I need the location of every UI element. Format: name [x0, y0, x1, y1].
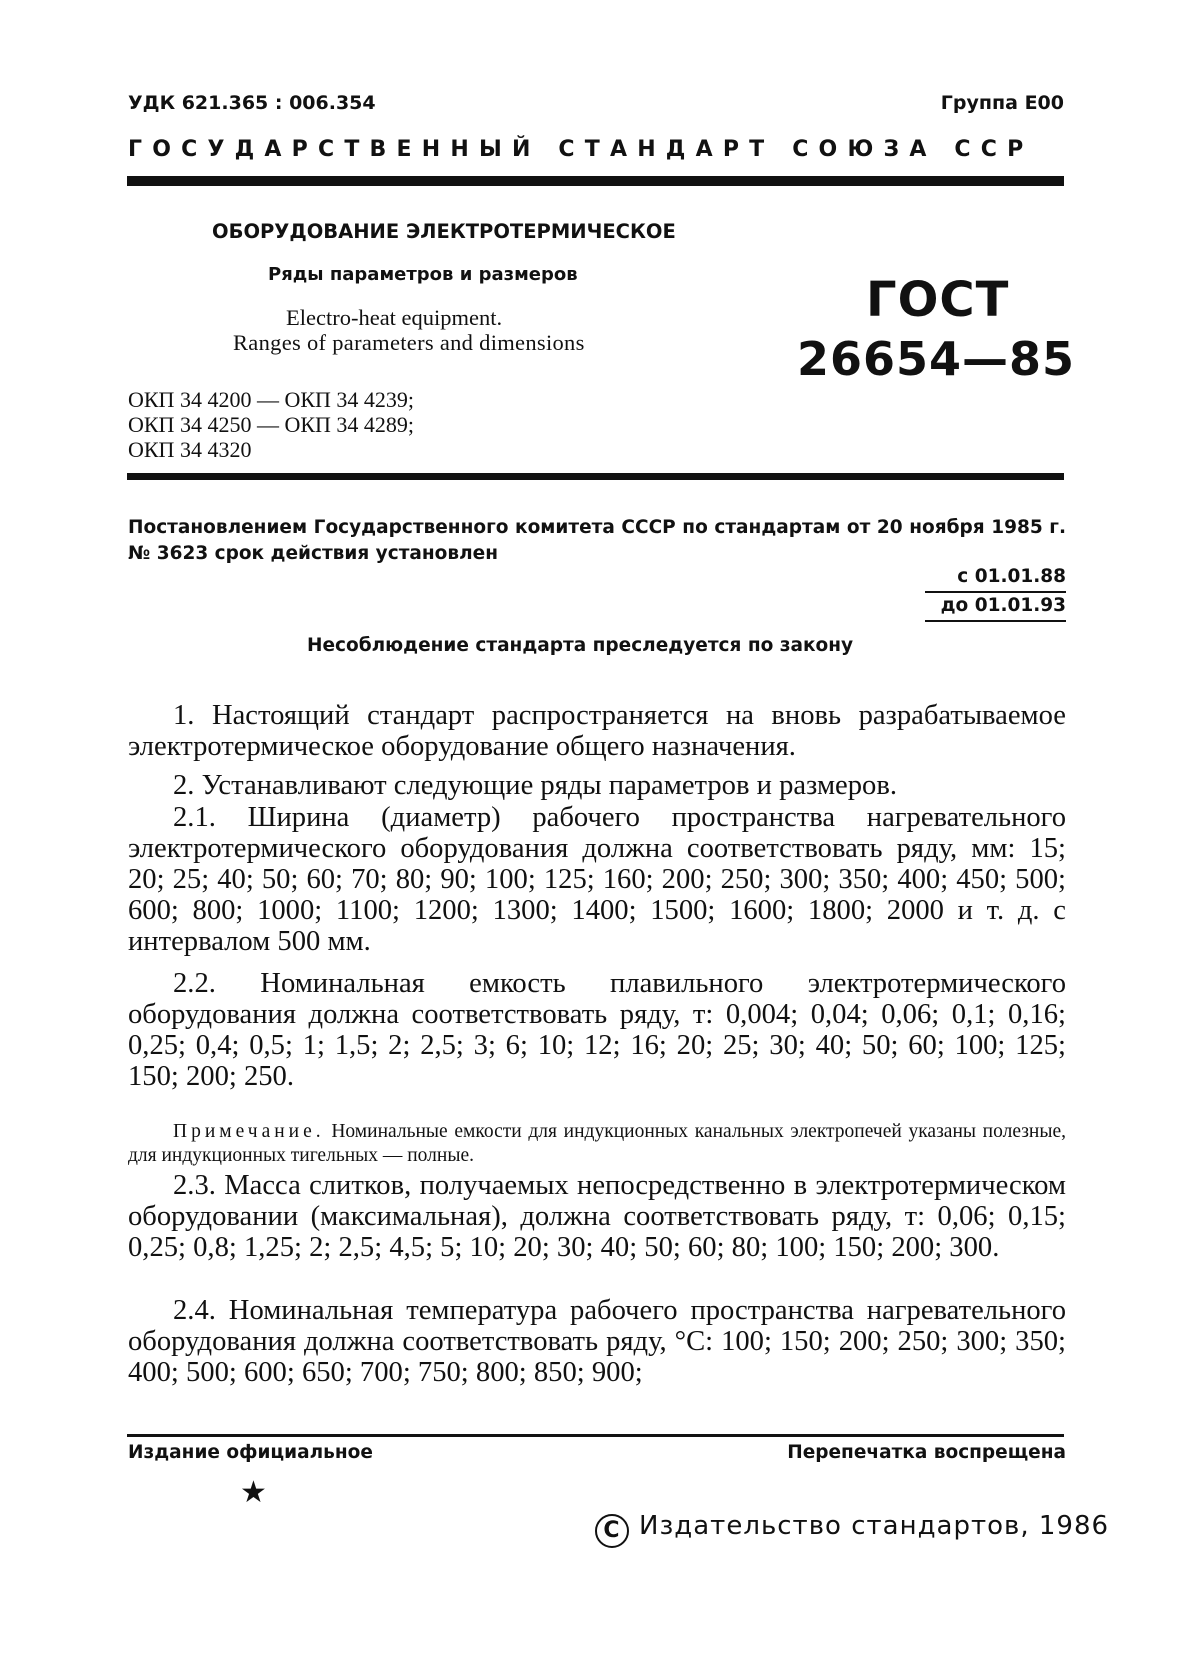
clause-2-2: 2.2. Номинальная емкость плавильного электротермического оборудования должна соответствовать ряду, т: 0,004; 0,04; 0,06; 0,1; 0,16; 0,25; 0,4; 0,5; 1; 1,5; 2; 2,5; 3; 6; 10; 12; 16; 20; 25; 30; 40; 50; 60; 100; 125; 150; 200; 250.	[128, 968, 1066, 1092]
okp-line: ОКП 34 4250 — ОКП 34 4289;	[128, 412, 415, 437]
gost-label: ГОСТ	[866, 272, 1010, 328]
gost-number: 26654—85	[797, 332, 1076, 386]
clause-1: 1. Настоящий стандарт распространяется на вновь разрабатываемое электротермическое оборудование общего назначения.	[128, 700, 1066, 762]
footer-rule	[127, 1434, 1064, 1437]
enforcement-notice: Несоблюдение стандарта преследуется по закону	[307, 635, 854, 656]
publisher-line	[595, 1511, 1109, 1548]
note	[128, 1120, 1066, 1168]
subtitle-russian: Ряды параметров и размеров	[268, 264, 578, 285]
okp-line: ОКП 34 4200 — ОКП 34 4239;	[128, 387, 415, 412]
clause-2: 2. Устанавливают следующие ряды параметров и размеров.	[173, 770, 897, 801]
okp-line: ОКП 34 4320	[128, 437, 252, 462]
resolution-text: Постановлением Государственного комитета СССР по стандартам от 20 ноября 1985 г. № 3623 срок действия установлен	[128, 517, 1066, 564]
title-english-line1: Electro-heat equipment.	[286, 305, 503, 330]
section-rule	[127, 473, 1064, 480]
title-russian: ОБОРУДОВАНИЕ ЭЛЕКТРОТЕРМИЧЕСКОЕ	[212, 220, 676, 243]
clause-2-4: 2.4. Номинальная температура рабочего пространства нагревательного оборудования должна соответствовать ряду, °С: 100; 150; 200; 250; 300; 350; 400; 500; 600; 650; 700; 750; 800; 850; 900;	[128, 1295, 1066, 1388]
date-underline	[925, 620, 1066, 622]
effective-to-date: до 01.01.93	[940, 595, 1066, 616]
title-english-line2: Ranges of parameters and dimensions	[233, 330, 585, 355]
note-text: Номинальные емкости для индукционных канальных электропечей указаны полезные, для индукционных тигельных — полные.	[128, 1120, 1066, 1166]
copyright-icon: C	[595, 1514, 629, 1548]
udk-code: УДК 621.365 : 006.354	[128, 92, 376, 114]
publisher-text: Издательство стандартов, 1986	[639, 1511, 1110, 1541]
effective-from-date: с 01.01.88	[957, 566, 1066, 587]
note-label: Примечание.	[173, 1120, 325, 1142]
reprint-prohibited: Перепечатка воспрещена	[787, 1442, 1066, 1463]
group-code: Группа Е00	[940, 92, 1064, 114]
state-standard-heading: ГОСУДАРСТВЕННЫЙ СТАНДАРТ СОЮЗА ССР	[128, 137, 1034, 162]
clause-2-1: 2.1. Ширина (диаметр) рабочего пространства нагревательного электротермического оборудования должна соответствовать ряду, мм: 15; 20; 25; 40; 50; 60; 70; 80; 90; 100; 125; 160; 200; 250; 300; 350; 400; 450; 500; 600; 800; 1000; 1100; 1200; 1300; 1400; 1500; 1600; 1800; 2000 и т. д. с интервалом 500 мм.	[128, 802, 1066, 957]
date-underline	[925, 591, 1066, 593]
official-edition: Издание официальное	[128, 1442, 373, 1463]
clause-2-3: 2.3. Масса слитков, получаемых непосредственно в электротермическом оборудовании (максимальная), должна соответствовать ряду, т: 0,06; 0,15; 0,25; 0,8; 1,25; 2; 2,5; 4,5; 5; 10; 20; 30; 40; 50; 60; 80; 100; 150; 200; 300.	[128, 1170, 1066, 1263]
star-icon: ★	[240, 1476, 267, 1509]
header-rule	[127, 176, 1064, 186]
